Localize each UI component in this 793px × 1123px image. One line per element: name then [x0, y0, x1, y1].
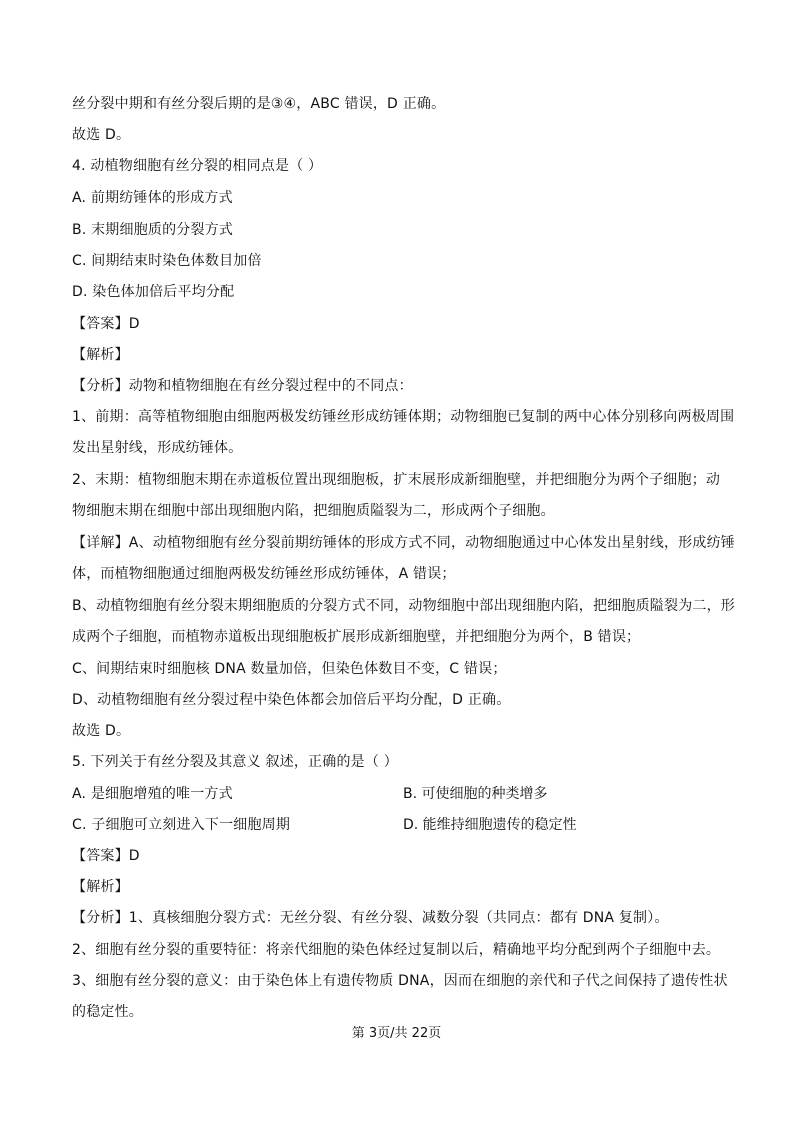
question-4-option-b: B. 末期细胞质的分裂方式 [72, 222, 234, 238]
text-line: 体，而植物细胞通过细胞两极发纺锤丝形成纺锤体，A 错误； [72, 566, 456, 582]
text-line: 【分析】1、真核细胞分裂方式：无丝分裂、有丝分裂、减数分裂（共同点：都有 DNA 复制）。 [72, 910, 669, 926]
text-line: 3、细胞有丝分裂的意义：由于染色体上有遗传物质 DNA，因而在细胞的亲代和子代之间保持了遗传性状 [72, 973, 728, 989]
question-4-option-d: D. 染色体加倍后平均分配 [72, 284, 235, 300]
text-line: 【分析】动物和植物细胞在有丝分裂过程中的不同点： [72, 378, 413, 394]
analysis-label: 【解析】 [72, 879, 129, 895]
text-line: 1、前期：高等植物细胞由细胞两极发纺锤丝形成纺锤体期；动物细胞已复制的两中心体分别移向两极周围 [72, 409, 735, 425]
text-line: 2、细胞有丝分裂的重要特征：将亲代细胞的染色体经过复制以后，精确地平均分配到两个子细胞中去。 [72, 942, 721, 958]
text-line: 成两个子细胞，而植物赤道板出现细胞板扩展形成新细胞壁，并把细胞分为两个，B 错误； [72, 629, 641, 645]
question-5-stem: 5. 下列关于有丝分裂及其意义 叙述，正确的是（ ） [72, 754, 398, 770]
text-line: 【详解】A、动植物细胞有丝分裂前期纺锤体的形成方式不同，动物细胞通过中心体发出星射线，形成纺锤 [72, 535, 735, 551]
question-5-option-b: B. 可使细胞的种类增多 [403, 786, 548, 802]
text-line: C、间期结束时细胞核 DNA 数量加倍，但染色体数目不变，C 错误； [72, 661, 507, 677]
text-line: B、动植物细胞有丝分裂末期细胞质的分裂方式不同，动物细胞中部出现细胞内陷，把细胞质隘裂为二，形 [72, 598, 736, 614]
analysis-label: 【解析】 [72, 347, 129, 363]
text-line: 2、末期：植物细胞末期在赤道板位置出现细胞板，扩末展形成新细胞壁，并把细胞分为两个子细胞；动 [72, 472, 721, 488]
text-line: 物细胞末期在细胞中部出现细胞内陷，把细胞质隘裂为二，形成两个子细胞。 [72, 503, 555, 519]
text-line: 故选 D。 [72, 127, 131, 143]
text-line: 的稳定性。 [72, 1004, 143, 1020]
text-line: D、动植物细胞有丝分裂过程中染色体都会加倍后平均分配，D 正确。 [72, 692, 511, 708]
question-5-option-c: C. 子细胞可立刻进入下一细胞周期 [72, 817, 291, 833]
question-4-option-a: A. 前期纺锤体的形成方式 [72, 190, 233, 206]
question-5-option-a: A. 是细胞增殖的唯一方式 [72, 786, 233, 802]
answer-label: 【答案】D [72, 848, 140, 864]
question-4-stem: 4. 动植物细胞有丝分裂的相同点是（ ） [72, 158, 323, 174]
text-line: 丝分裂中期和有丝分裂后期的是③④，ABC 错误，D 正确。 [72, 96, 446, 112]
page-number-footer: 第 3页/共 22页 [351, 1026, 442, 1041]
text-line: 发出星射线，形成纺锤体。 [72, 440, 243, 456]
question-4-option-c: C. 间期结束时染色体数目加倍 [72, 253, 262, 269]
text-line: 故选 D。 [72, 723, 131, 739]
answer-label: 【答案】D [72, 316, 140, 332]
question-5-option-d: D. 能维持细胞遗传的稳定性 [403, 817, 577, 833]
